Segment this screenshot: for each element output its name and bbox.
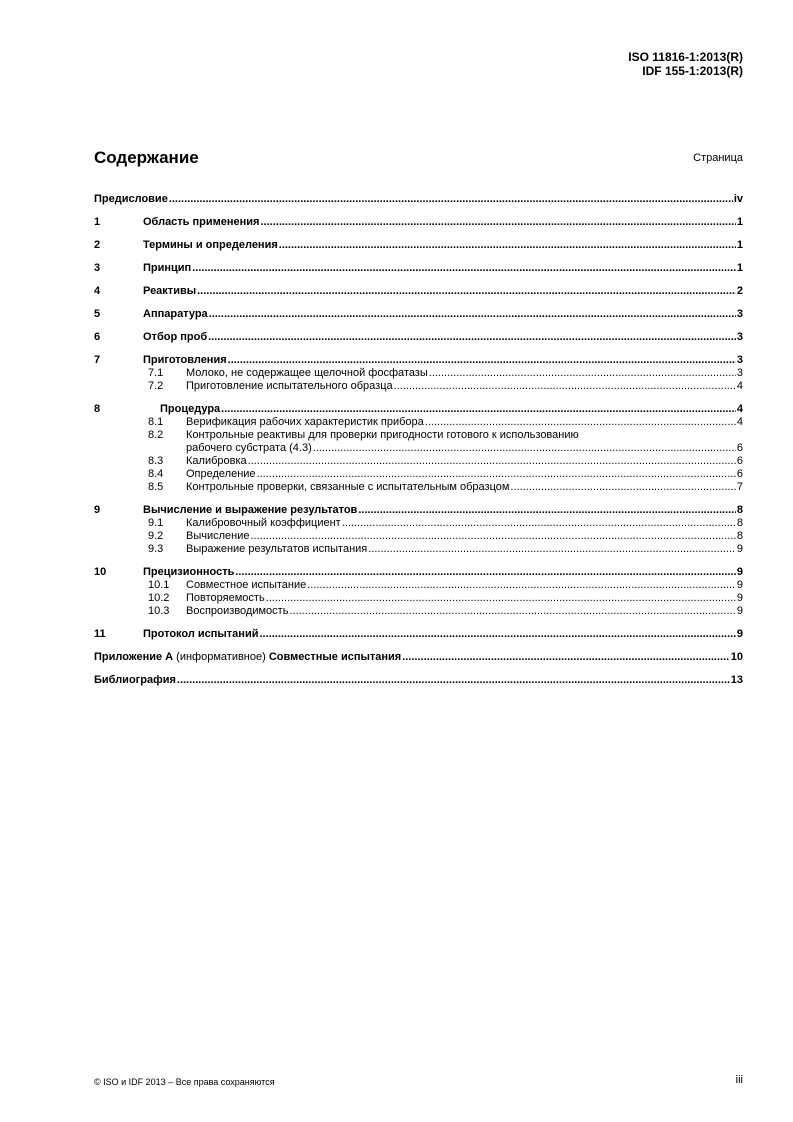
annex-type: (информативное): [176, 651, 266, 663]
toc-title: Содержание: [94, 148, 199, 167]
toc-entry-8[interactable]: [94, 403, 743, 416]
annex-label: Приложение А: [94, 651, 174, 663]
document-header: [628, 50, 743, 78]
toc-entry-number: 8: [94, 403, 101, 415]
toc-entry-title: Реактивы: [143, 285, 197, 297]
leader-dots: [248, 455, 736, 468]
toc-entry-page: 9: [736, 543, 743, 555]
toc-entry-title: [94, 651, 401, 664]
leader-dots: [235, 566, 736, 579]
toc-entry-page: iv: [733, 193, 743, 205]
toc-entry-number: 8.3: [148, 455, 164, 467]
toc-entry-10[interactable]: [94, 566, 743, 579]
toc-entry-title: Совместное испытание: [186, 579, 307, 591]
toc-entry-8-4[interactable]: [94, 468, 743, 481]
toc-entry-number: 4: [94, 285, 101, 297]
toc-entry-page: 9: [736, 628, 743, 640]
toc-entry-number: 9.1: [148, 517, 164, 529]
toc-entry-title: Калибровка: [186, 455, 247, 467]
toc-entry-title: Термины и определения: [143, 239, 278, 251]
page-column-label: Страница: [693, 152, 743, 164]
toc-entry-1[interactable]: [94, 216, 743, 229]
toc-entry-10-1[interactable]: [94, 579, 743, 592]
toc-entry-9-3[interactable]: [94, 543, 743, 556]
toc-entry-8-5[interactable]: [94, 481, 743, 494]
toc-entry-page: 13: [730, 674, 743, 686]
toc-entry-number: 10.1: [148, 579, 170, 591]
toc-entry-page: 4: [736, 416, 743, 428]
toc-entry-page: 7: [736, 481, 743, 493]
leader-dots: [279, 239, 736, 252]
toc-entry-page: 6: [736, 468, 743, 480]
leader-dots: [358, 504, 736, 517]
toc-entry-number: 5: [94, 308, 101, 320]
toc-entry-title: Протокол испытаний: [143, 628, 259, 640]
leader-dots: [221, 403, 736, 416]
toc-entry-title: Молоко, не содержащее щелочной фосфатазы: [186, 367, 428, 379]
toc-entry-number: 7: [94, 354, 101, 366]
toc-entry-number: 9: [94, 504, 101, 516]
toc-entry-title: Приготовление испытательного образца: [186, 380, 393, 392]
toc-entry-title: Определение: [186, 468, 256, 480]
leader-dots: [402, 651, 730, 664]
toc-entry-8-1[interactable]: [94, 416, 743, 429]
leader-dots: [510, 481, 735, 494]
leader-dots: [368, 543, 736, 556]
toc-entry-title: Принцип: [143, 262, 192, 274]
toc-entry-number: 6: [94, 331, 101, 343]
toc-entry-10-3[interactable]: [94, 605, 743, 618]
leader-dots: [251, 530, 736, 543]
toc-entry-title: Область применения: [143, 216, 260, 228]
leader-dots: [266, 592, 736, 605]
toc-entry-page: 8: [736, 504, 743, 516]
annex-title: Совместные испытания: [268, 651, 402, 663]
leader-dots: [177, 674, 730, 687]
toc-entry-page: 9: [736, 605, 743, 617]
leader-dots: [342, 517, 736, 530]
toc-entry-page: 8: [736, 517, 743, 529]
toc-entry-number: 10: [94, 566, 107, 578]
toc-entry-number: 9.3: [148, 543, 164, 555]
toc-entry-page: 2: [736, 285, 743, 297]
toc-entry-7-2[interactable]: [94, 380, 743, 393]
toc-entry-number: 1: [94, 216, 101, 228]
toc-entry-page: 4: [736, 403, 743, 415]
toc-entry-2[interactable]: [94, 239, 743, 252]
toc-entry-number: 11: [94, 628, 106, 640]
toc-entry-number: 7.2: [148, 380, 164, 392]
leader-dots: [257, 468, 736, 481]
leader-dots: [209, 308, 736, 321]
toc-entry-title: Аппаратура: [143, 308, 208, 320]
toc-entry-title: Процедура: [160, 403, 221, 415]
leader-dots: [260, 216, 735, 229]
leader-dots: [313, 442, 736, 455]
toc-entry-title-line1: Контрольные реактивы для проверки пригодности готового к использованию: [186, 429, 579, 441]
leader-dots: [228, 354, 736, 367]
toc-entry-page: 6: [736, 442, 743, 454]
toc-entry-7[interactable]: [94, 354, 743, 367]
toc-entry-bibliography[interactable]: [94, 674, 743, 687]
toc-entry-annex-a[interactable]: [94, 651, 743, 664]
toc-entry-4[interactable]: [94, 285, 743, 298]
copyright-notice: © ISO и IDF 2013 – Все права сохраняются: [94, 1077, 275, 1087]
toc-entry-page: 3: [736, 367, 743, 379]
toc-entry-number: 8.2: [148, 429, 164, 441]
toc-entry-page: 9: [736, 579, 743, 591]
toc-entry-9-1[interactable]: [94, 517, 743, 530]
toc-entry-number: 8.5: [148, 481, 164, 493]
toc-entry-number: 10.2: [148, 592, 170, 604]
toc-entry-title: Отбор проб: [143, 331, 208, 343]
toc-entry-title: Вычисление: [186, 530, 250, 542]
toc-entry-3[interactable]: [94, 262, 743, 275]
leader-dots: [197, 285, 736, 298]
toc-entry-number: 8.4: [148, 468, 164, 480]
toc-entry-title: Вычисление и выражение результатов: [143, 504, 358, 516]
toc-entry-title: Приготовления: [143, 354, 227, 366]
leader-dots: [425, 416, 736, 429]
leader-dots: [169, 193, 733, 206]
toc-entry-5[interactable]: [94, 308, 743, 321]
toc-entry-title: Библиография: [94, 674, 176, 686]
toc-entry-page: 3: [736, 308, 743, 320]
toc-entry-title: Выражение результатов испытания: [186, 543, 368, 555]
toc-entry-11[interactable]: [94, 628, 743, 641]
toc-entry-8-2-cont[interactable]: [94, 442, 743, 455]
toc-entry-9[interactable]: [94, 504, 743, 517]
toc-entry-page: 6: [736, 455, 743, 467]
toc-entry-page: 3: [736, 354, 743, 366]
toc-entry-number: 7.1: [148, 367, 164, 379]
leader-dots: [259, 628, 735, 641]
toc-entry-7-1[interactable]: [94, 367, 743, 380]
toc-entry-page: 8: [736, 530, 743, 542]
toc-entry-page: 9: [736, 592, 743, 604]
standard-number-idf: IDF 155-1:2013(R): [642, 64, 743, 78]
toc-entry-title: Предисловие: [94, 193, 168, 205]
leader-dots: [289, 605, 735, 618]
toc-entry-page: 4: [736, 380, 743, 392]
leader-dots: [192, 262, 736, 275]
leader-dots: [429, 367, 736, 380]
leader-dots: [394, 380, 736, 393]
toc-entry-title: Прецизионность: [143, 566, 235, 578]
toc-entry-8-3[interactable]: [94, 455, 743, 468]
toc-entry-number: 9.2: [148, 530, 164, 542]
toc-entry-page: 10: [730, 651, 743, 663]
table-of-contents: [94, 193, 743, 687]
leader-dots: [307, 579, 736, 592]
toc-entry-number: 3: [94, 262, 101, 274]
standard-number-iso: ISO 11816-1:2013(R): [628, 50, 743, 64]
toc-entry-title-line2: рабочего субстрата (4.3): [186, 442, 312, 454]
toc-entry-8-2[interactable]: [94, 429, 743, 442]
toc-entry-6[interactable]: [94, 331, 743, 344]
toc-entry-title: Калибровочный коэффициент: [186, 517, 341, 529]
toc-entry-page: 1: [736, 239, 743, 251]
toc-entry-title: Верификация рабочих характеристик прибора: [186, 416, 424, 428]
toc-entry-9-2[interactable]: [94, 530, 743, 543]
toc-entry-number: 8.1: [148, 416, 164, 428]
toc-entry-10-2[interactable]: [94, 592, 743, 605]
toc-entry-number: 2: [94, 239, 101, 251]
toc-entry-page: 1: [736, 262, 743, 274]
toc-entry-title: Контрольные проверки, связанные с испытательным образцом: [186, 481, 510, 493]
toc-entry-page: 9: [736, 566, 743, 578]
toc-entry-title: Воспроизводимость: [186, 605, 289, 617]
toc-entry-page: 3: [736, 331, 743, 343]
leader-dots: [208, 331, 736, 344]
toc-entry-page: 1: [736, 216, 743, 228]
toc-entry-number: 10.3: [148, 605, 170, 617]
toc-entry-title: Повторяемость: [186, 592, 265, 604]
toc-entry-foreword[interactable]: [94, 193, 743, 206]
page-number: iii: [735, 1074, 743, 1086]
